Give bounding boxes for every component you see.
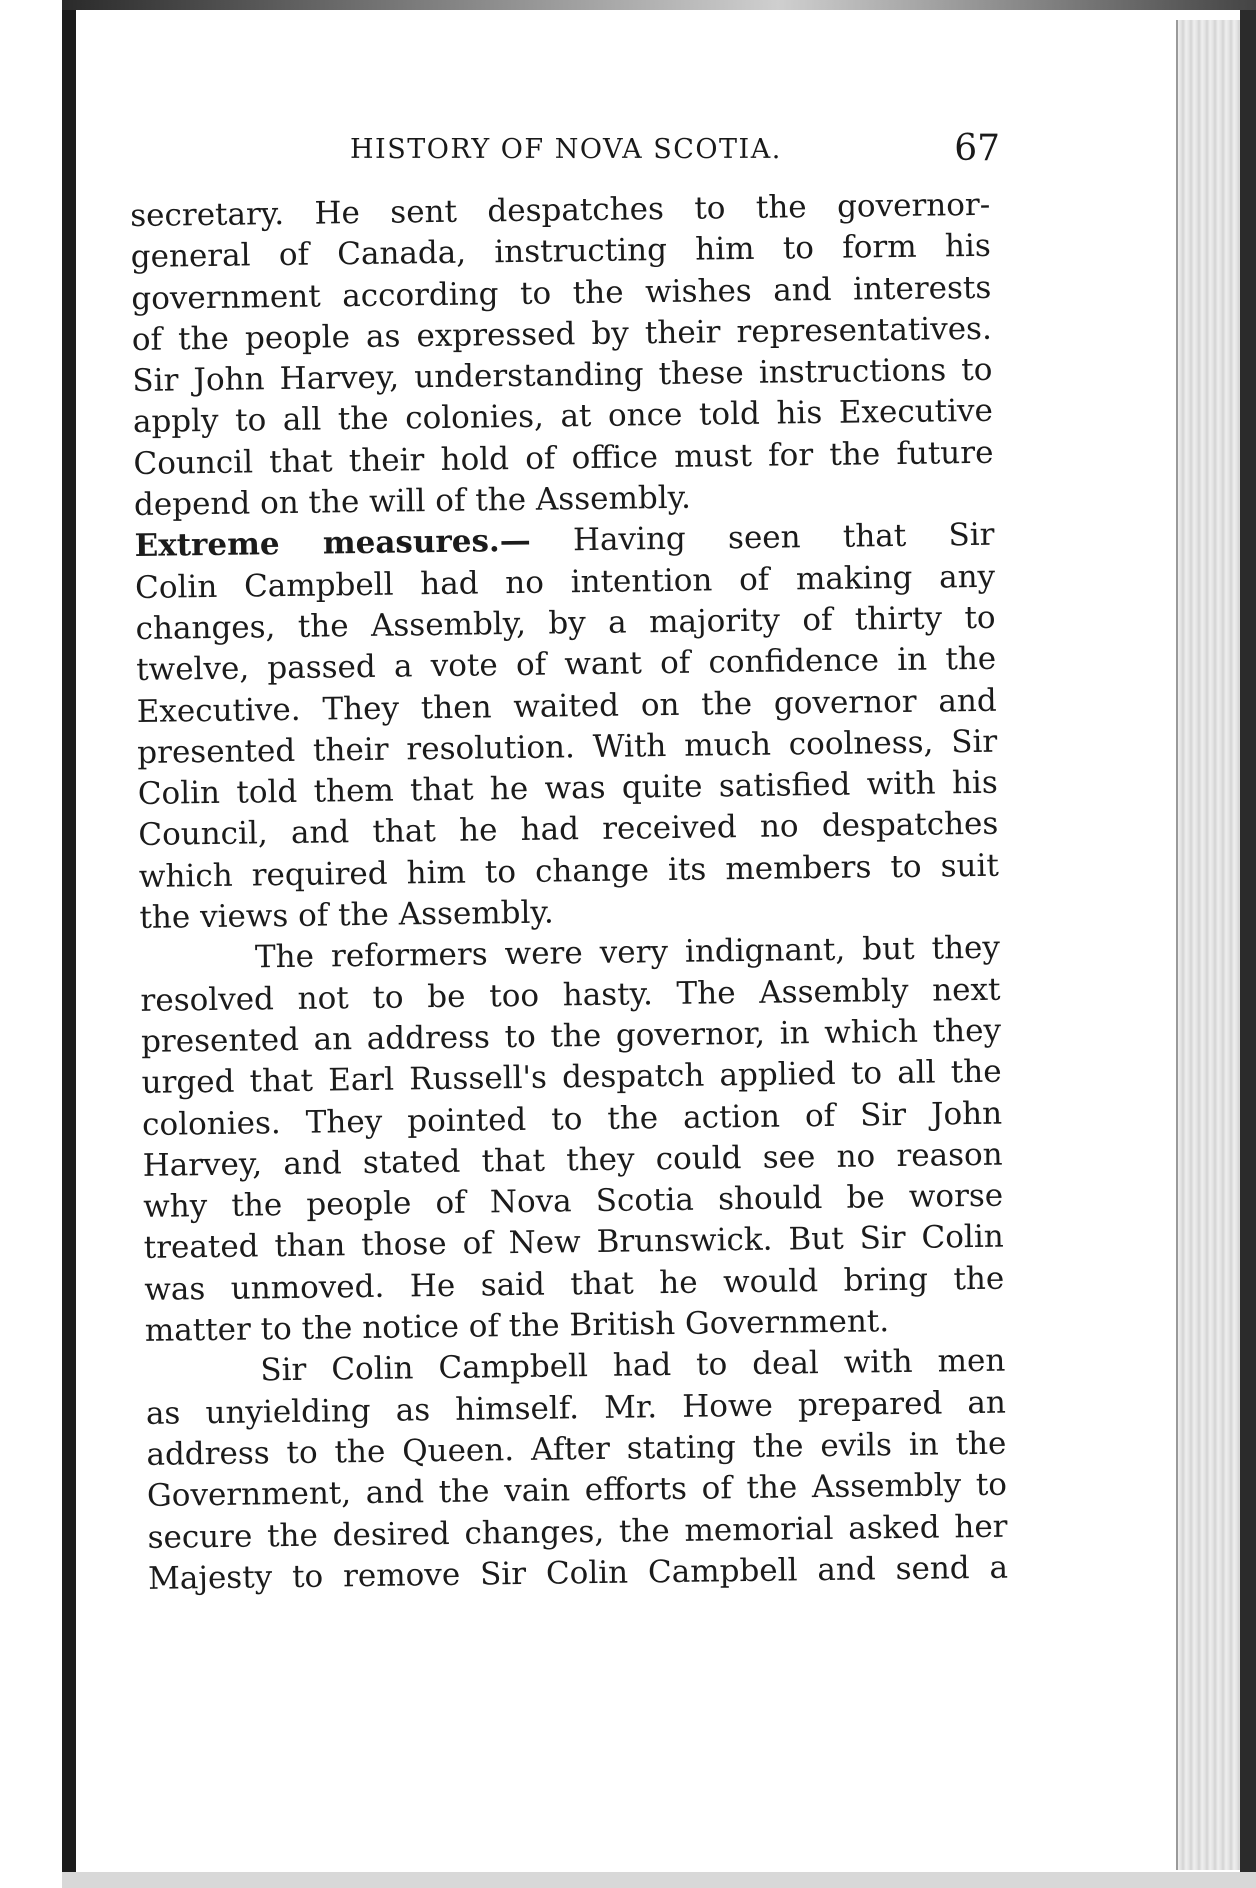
running-head: HISTORY OF NOVA SCOTIA.	[350, 134, 782, 165]
text-line: twelve, passed a vote of want of confidence in the	[135, 640, 997, 689]
text-line: Council that their hold of office must for the future	[133, 434, 994, 482]
text-line: Harvey, and stated that they could see no reason	[142, 1136, 1003, 1184]
scan-left-margin	[0, 0, 62, 1888]
text-line: general of Canada, instructing him to form his	[130, 228, 991, 276]
text-line: depend on the will of the Assembly.	[133, 479, 692, 524]
text-line: government according to the wishes and interests	[131, 269, 992, 317]
text-line: apply to all the colonies, at once told his Executive	[132, 393, 994, 441]
text-line: Sir Colin Campbell had to deal with men	[260, 1342, 1006, 1389]
text-line: Colin told them that he was quite satisfied with his	[137, 764, 998, 813]
text-line: as unyielding as himself. Mr. Howe prepared an	[145, 1384, 1007, 1432]
text-line: was unmoved. He said that he would bring the	[144, 1260, 1005, 1308]
text-line: The reformers were very indignant, but they	[254, 930, 1001, 976]
section-heading: Extreme measures.—	[134, 523, 531, 565]
scan-top-edge	[62, 0, 1256, 10]
text-line: colonies. They pointed to the action of Sir John	[141, 1095, 1003, 1143]
page-header	[350, 128, 1000, 188]
text-line: resolved not to be too hasty. The Assembly next	[140, 971, 1001, 1019]
scan-right-edge	[1240, 10, 1256, 1888]
text-line: changes, the Assembly, by a majority of thirty to	[135, 599, 996, 647]
text-line: Council, and that he had received no despatches	[138, 806, 999, 854]
text-line: treated than those of New Brunswick. But Sir Colin	[143, 1219, 1004, 1267]
text-line: presented their resolution. With much coolness, Sir	[137, 723, 998, 771]
text-line: Majesty to remove Sir Colin Campbell and send a	[147, 1549, 1009, 1597]
body-text	[130, 185, 1008, 1600]
text-line: urged that Earl Russell's despatch applied to all the	[141, 1053, 1002, 1102]
text-line: the views of the Assembly.	[139, 894, 554, 936]
text-line: Colin Campbell had no intention of making any	[134, 558, 996, 606]
text-line-fragment: Having seen that Sir	[572, 517, 995, 559]
page-stack-edges	[1176, 20, 1248, 1870]
book-binding-edge	[62, 0, 76, 1888]
text-line: presented an address to the governor, in which they	[140, 1012, 1002, 1060]
page-number: 67	[954, 128, 1000, 169]
text-line: Government, and the vain efforts of the Assembly to	[146, 1466, 1008, 1515]
text-line: Sir John Harvey, understanding these instructions to	[132, 351, 993, 400]
text-line: Executive. They then waited on the governor and	[136, 682, 997, 730]
text-line: which required him to change its members to suit	[138, 847, 1000, 895]
text-line: of the people as expressed by their representatives.	[131, 310, 993, 358]
text-line: secretary. He sent despatches to the governor-	[130, 186, 991, 234]
text-line: address to the Queen. After stating the evils in the	[146, 1425, 1007, 1473]
scan-bottom-edge	[62, 1872, 1256, 1888]
text-line: secure the desired changes, the memorial asked her	[147, 1508, 1008, 1556]
text-line: matter to the notice of the British Government.	[144, 1303, 890, 1349]
text-line: why the people of Nova Scotia should be worse	[142, 1177, 1004, 1226]
